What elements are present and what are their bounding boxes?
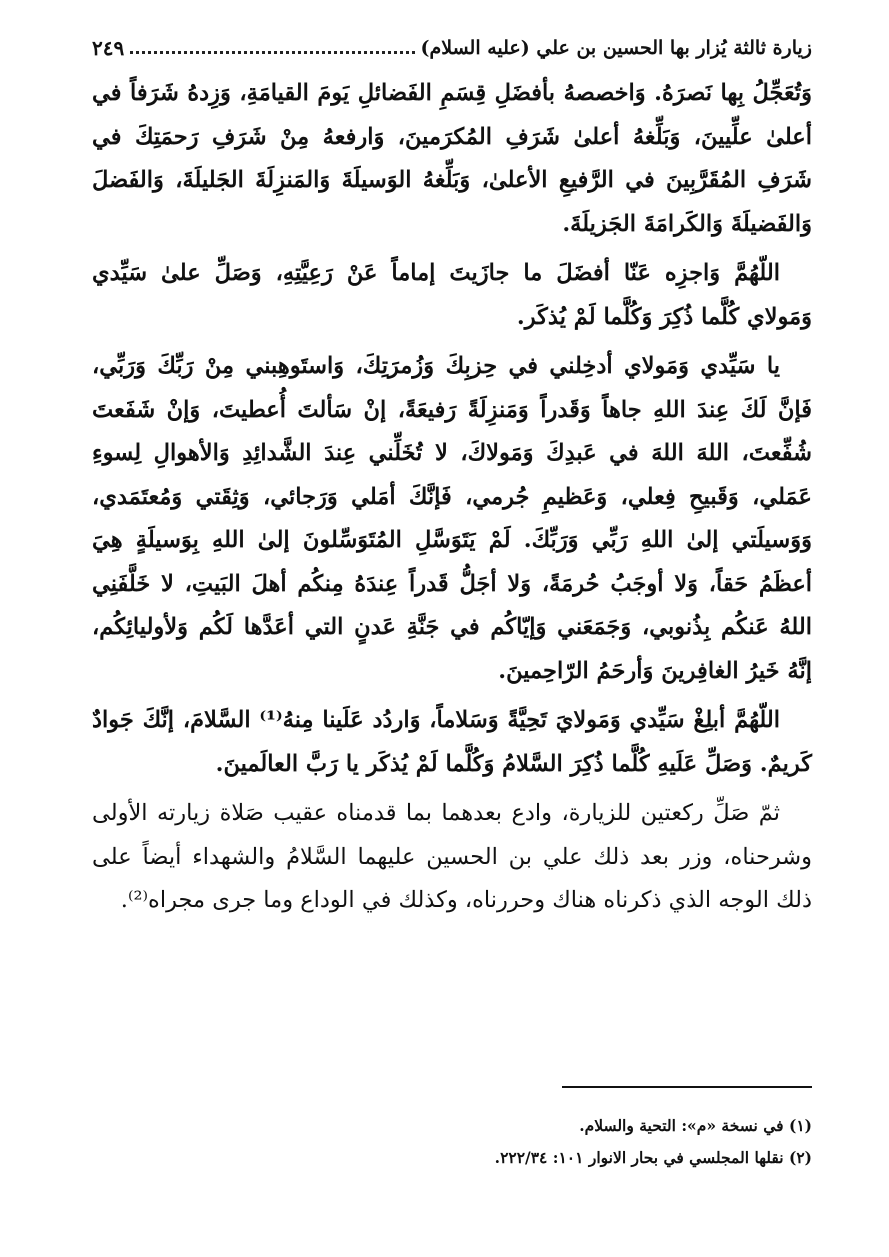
footnotes bbox=[92, 1110, 812, 1174]
footnote-1: (١) في نسخة «م»: التحية والسلام. bbox=[579, 1116, 812, 1135]
paragraph-supplication-3: يا سَيِّدي وَمَولاي أدخِلني في حِزبِكَ وَزُمرَتِكَ، وَاستَوهِبني مِنْ رَبِّكَ وَرَبِّي، فَإنَّ لَكَ عِندَ اللهِ جاهاً وَقَدراً وَمَنزِلَةً رَفيعَةً، إنْ سَألتَ أُعطيتَ، وَإنْ شَفَعتَ شُفِّعتَ، اللهَ اللهَ في عَبدِكَ وَمَولاكَ، لا تُخَلِّني عِندَ الشَّدائِدِ وَالأهوالِ لِسوءِ عَمَلي، وَقَبيحِ فِعلي، وَعَظيمِ جُرمي، فَإنَّكَ أمَلي وَرَجائي، وَثِقَتي وَمُعتَمَدي، وَوَسيلَتي إلىٰ اللهِ رَبِّي وَرَبِّكَ. لَمْ يَتَوَسَّلِ المُتَوَسِّلونَ إلىٰ اللهِ بِوَسيلَةٍ هِيَ أعظَمُ حَقاً، وَلا أوجَبُ حُرمَةً، وَلا أجَلُّ قَدراً عِندَهُ مِنكُم أهلَ البَيتِ، لا خَلَّفَنِي اللهُ عَنكُم بِذُنوبي، وَجَمَعَني وَإيّاكُم في جَنَّةِ عَدنٍ التي أعَدَّها لَكُم وَلأوليائِكُم، إنَّهُ خَيرُ الغافِرينَ وَأرحَمُ الرّاحِمينَ. bbox=[92, 353, 812, 684]
page-number: ٢٤٩ bbox=[92, 36, 125, 60]
paragraph-instructions: ثمّ صَلِّ ركعتين للزيارة، وادع بعدهما بما قدمناه عقيب صَلاة زيارته الأولى وشرحناه، وزر بعد ذلك علي بن الحسين عليهما السَّلامُ والشهداء أيضاً على ذلك الوجه الذي ذكرناه هناك وحررناه، وكذلك في الوداع وما جرى مجراه⁽²⁾. bbox=[92, 800, 812, 913]
header-dot-leader bbox=[130, 51, 414, 54]
header-title: زيارة ثالثة يُزار بها الحسين بن علي (عليه السلام) bbox=[420, 37, 812, 59]
running-header bbox=[92, 30, 812, 66]
paragraph-supplication-1: وَتُعَجِّلُ بِها نَصرَهُ. وَاخصصهُ بأفضَلِ قِسَمِ الفَضائلِ يَومَ القيامَةِ، وَزِدهُ شَرَفاً في أعلىٰ علِّيينَ، وَبَلِّغهُ أعلىٰ شَرَفِ المُكرَمينَ، وَارفعهُ مِنْ شَرَفِ رَحمَتِكَ في شَرَفِ المُقَرَّبِينَ في الرَّفيعِ الأعلىٰ، وَبَلِّغهُ الوَسيلَةَ وَالمَنزِلَةَ الجَليلَةَ، وَالفَضلَ وَالفَضيلَةَ وَالكَرامَةَ الجَزيلَةَ. bbox=[92, 80, 812, 237]
paragraph-supplication-2: اللّهُمَّ وَاجزِه عَنّا أفضَلَ ما جازَيتَ إماماً عَنْ رَعِيَّتِهِ، وَصَلِّ علىٰ سَيِّدي وَمَولاي كُلَّما ذُكِرَ وَكُلَّما لَمْ يُذكَر. bbox=[92, 260, 812, 330]
document-page bbox=[92, 30, 812, 1230]
footnote-divider bbox=[562, 1086, 812, 1088]
paragraph-supplication-4: اللّهُمَّ أبلِغْ سَيِّدي وَمَولايَ تَحِيَّةً وَسَلاماً، وَاردُد عَلَينا مِنهُ⁽¹⁾ السَّلامَ، إنَّكَ جَوادٌ كَريمٌ. وَصَلِّ عَلَيهِ كُلَّما ذُكِرَ السَّلامُ وَكُلَّما لَمْ يُذكَر يا رَبَّ العالَمينَ. bbox=[92, 707, 812, 777]
footnote-2: (٢) نقلها المجلسي في بحار الانوار ١٠١: ٢٢٢/٣٤. bbox=[494, 1148, 812, 1167]
body-text bbox=[92, 72, 812, 929]
